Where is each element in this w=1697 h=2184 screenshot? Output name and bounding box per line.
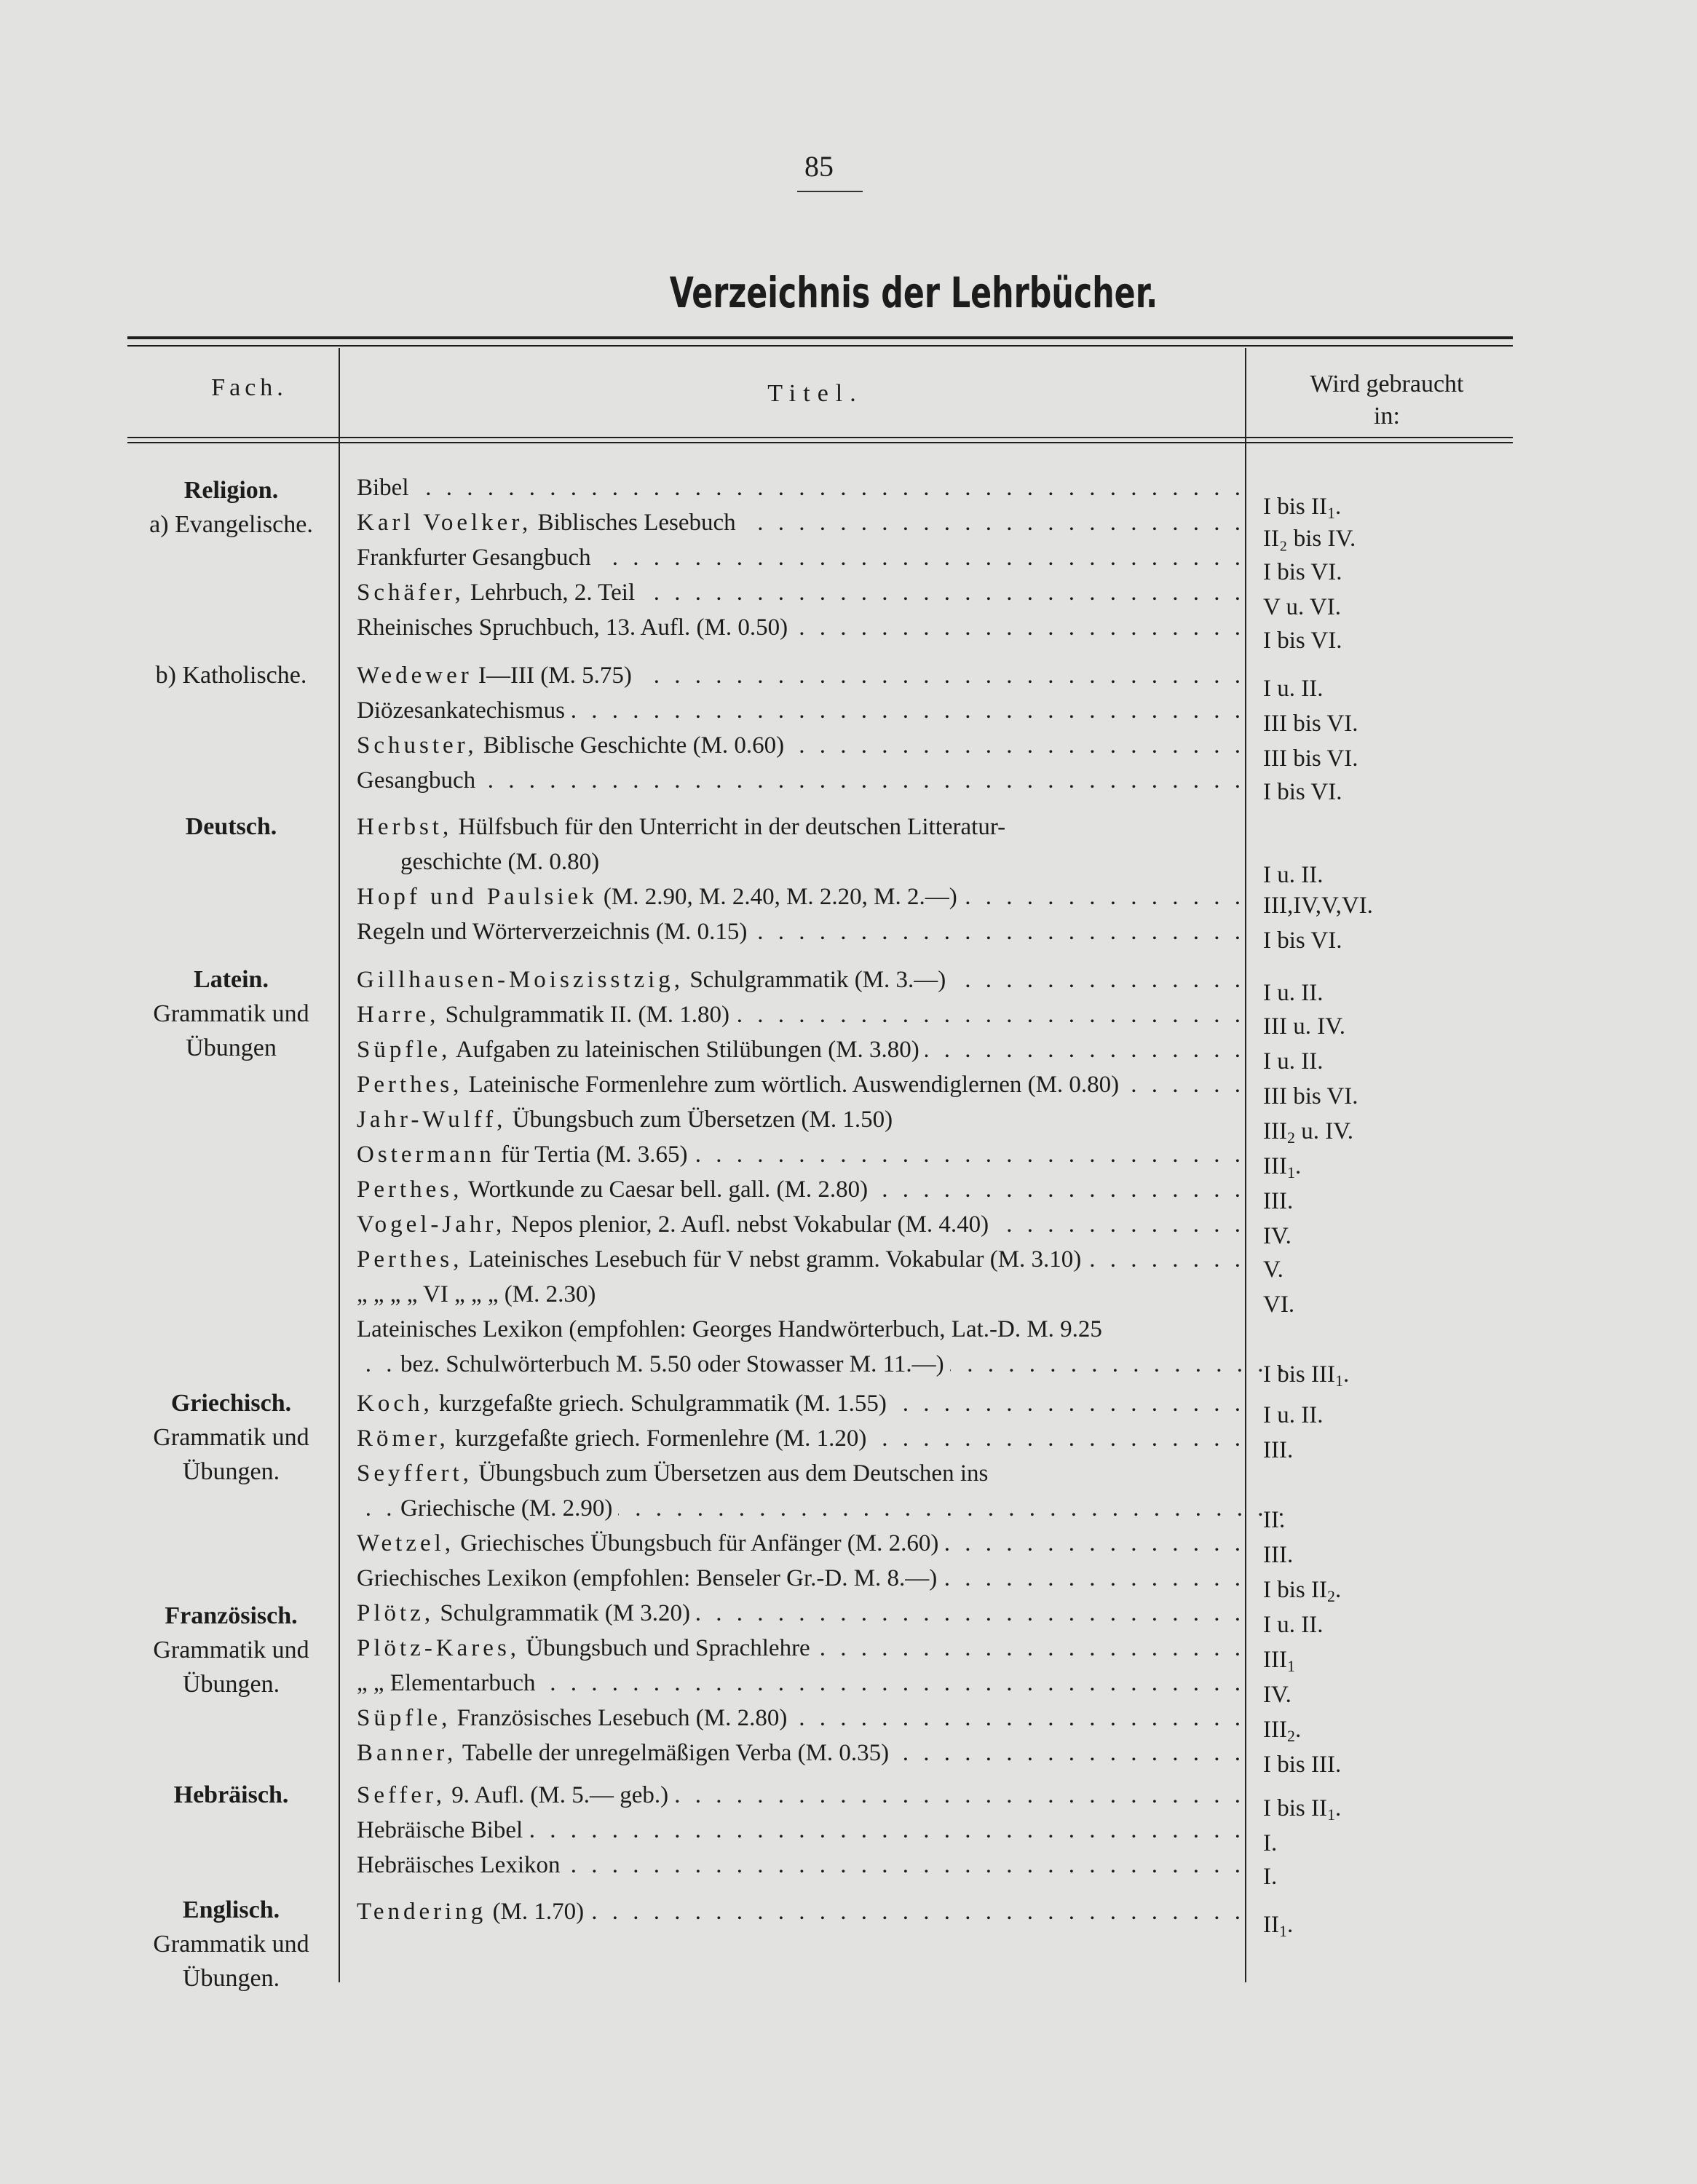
book-title: Übungsbuch zum Übersetzen aus dem Deutschen ins xyxy=(472,1460,989,1487)
class-range: I bis II xyxy=(1263,1577,1327,1603)
wird-gebraucht-cell xyxy=(1263,1577,1511,1606)
book-title-text xyxy=(357,1211,994,1238)
fach-group xyxy=(109,1778,353,1812)
book-title: Hebräisches Lexikon xyxy=(357,1852,561,1878)
book-title-row xyxy=(357,1530,1245,1557)
subject-subtitle: Grammatik und xyxy=(153,1931,309,1958)
book-title-text xyxy=(357,919,753,945)
book-title: kurzgefaßte griech. Formenlehre (M. 1.20) xyxy=(448,1425,867,1452)
wird-gebraucht-cell xyxy=(1263,1153,1511,1182)
book-title-text xyxy=(357,697,571,724)
header-wird-gebraucht xyxy=(1267,368,1507,432)
book-title-text xyxy=(357,1176,874,1203)
book-title: Diözesankatechismus xyxy=(357,697,565,724)
book-author: Wetzel, xyxy=(357,1530,455,1556)
book-title-row xyxy=(357,1817,1245,1844)
wird-gebraucht-cell xyxy=(1263,927,1511,954)
book-title: Hülfsbuch für den Unterricht in der deutschen Litteratur- xyxy=(452,814,1006,840)
book-title: Lateinisches Lesebuch für V nebst gramm. Vokabular (M. 3.10) xyxy=(462,1246,1082,1273)
class-range: I u. II. xyxy=(1263,980,1324,1006)
book-title-text xyxy=(400,849,605,875)
book-title-row xyxy=(357,1316,1245,1343)
book-title-row xyxy=(357,662,1245,689)
book-title-text xyxy=(357,1782,674,1808)
book-title: Tabelle der unregelmäßigen Verba (M. 0.35) xyxy=(456,1740,890,1766)
class-range: III. xyxy=(1263,1188,1294,1214)
book-title-text xyxy=(357,1002,735,1028)
book-title-row xyxy=(357,1425,1245,1452)
book-title: Übungsbuch und Sprachlehre xyxy=(520,1635,810,1661)
book-title: Rheinisches Spruchbuch, 13. Aufl. (M. 0.50) xyxy=(357,614,788,641)
book-author: Schuster, xyxy=(357,732,478,759)
book-title: Griechisches Lexikon (empfohlen: Benseler Gr.-D. M. 8.—) xyxy=(357,1565,938,1591)
book-title: Lateinische Formenlehre zum wörtlich. Auswendiglernen (M. 0.80) xyxy=(462,1072,1120,1098)
book-author: Gillhausen-Moiszisstzig, xyxy=(357,967,684,993)
wird-gebraucht-cell xyxy=(1263,893,1511,919)
wird-gebraucht-cell xyxy=(1263,1048,1511,1075)
wird-gebraucht-cell xyxy=(1263,1118,1511,1147)
book-title: geschichte (M. 0.80) xyxy=(400,849,600,875)
page-number: 85 xyxy=(804,150,834,183)
book-author: Jahr-Wulff, xyxy=(357,1107,507,1133)
book-title-row xyxy=(357,1852,1245,1879)
subject-subtitle: Übungen. xyxy=(182,1965,280,1992)
header-rule-1 xyxy=(127,437,1513,438)
book-title-row xyxy=(357,1211,1245,1238)
wird-gebraucht-cell xyxy=(1263,1257,1511,1283)
book-title-text xyxy=(357,614,794,641)
book-author: Vogel-Jahr, xyxy=(357,1211,506,1238)
book-author: Herbst, xyxy=(357,814,453,840)
book-title: 9. Aufl. (M. 5.— geb.) xyxy=(445,1782,669,1808)
fach-group xyxy=(109,1599,353,1701)
class-range: I bis VI. xyxy=(1263,559,1342,585)
subject-subtitle: Übungen. xyxy=(182,1458,280,1485)
book-title-row xyxy=(357,545,1245,571)
book-author: Römer, xyxy=(357,1425,449,1452)
book-title: Regeln und Wörterverzeichnis (M. 0.15) xyxy=(357,919,748,945)
book-title-text xyxy=(357,1635,816,1661)
book-title: (M. 1.70) xyxy=(486,1899,585,1925)
header-rule-2 xyxy=(127,442,1513,443)
book-title-text xyxy=(357,732,790,759)
wird-gebraucht-cell xyxy=(1263,628,1511,654)
class-suffix: . xyxy=(1286,1912,1294,1938)
class-range: III xyxy=(1263,1717,1287,1743)
class-range: I u. II. xyxy=(1263,676,1324,702)
book-author: Koch, xyxy=(357,1390,433,1417)
book-title: Nepos plenior, 2. Aufl. nebst Vokabular (M. 4.40) xyxy=(505,1211,989,1238)
book-title-text xyxy=(357,767,481,794)
book-title-row xyxy=(357,1072,1245,1099)
column-divider-1 xyxy=(339,348,340,1982)
book-title-row xyxy=(357,510,1245,537)
book-title: Frankfurter Gesangbuch xyxy=(357,545,591,571)
class-range: I u. II. xyxy=(1263,862,1324,888)
book-author: Süpfle, xyxy=(357,1037,451,1063)
book-title-row xyxy=(357,1600,1245,1627)
book-title: Lehrbuch, 2. Teil xyxy=(464,579,636,606)
header-titel: Titel. xyxy=(767,380,863,407)
class-range: III xyxy=(1263,1118,1287,1144)
wird-gebraucht-cell xyxy=(1263,862,1511,889)
book-title: für Tertia (M. 3.65) xyxy=(494,1142,688,1168)
class-range: I bis II xyxy=(1263,1795,1327,1821)
fach-group xyxy=(109,810,353,844)
book-title-text xyxy=(357,1246,1087,1273)
book-title-text xyxy=(357,1600,696,1626)
book-title-row xyxy=(357,1670,1245,1697)
book-title-text xyxy=(357,510,742,536)
class-range: I u. II. xyxy=(1263,1612,1324,1638)
class-subscript: 1 xyxy=(1326,1805,1335,1824)
book-title-row xyxy=(357,1246,1245,1273)
class-subscript: 2 xyxy=(1286,1727,1295,1745)
class-range: I bis VI. xyxy=(1263,628,1342,654)
wird-gebraucht-cell xyxy=(1263,745,1511,772)
header-wird-line-2: in: xyxy=(1374,403,1400,430)
book-author: Seyffert, xyxy=(357,1460,472,1487)
book-title: bez. Schulwörterbuch M. 5.50 oder Stowasser M. 11.—) xyxy=(400,1351,944,1377)
class-range: IV. xyxy=(1263,1223,1291,1249)
book-author: Perthes, xyxy=(357,1072,463,1098)
book-author: Banner, xyxy=(357,1740,457,1766)
book-title-text xyxy=(357,1390,893,1417)
book-title: I—III (M. 5.75) xyxy=(472,662,632,689)
class-subscript: 1 xyxy=(1286,1163,1295,1182)
book-title: Lateinisches Lexikon (empfohlen: Georges Handwörterbuch, Lat.-D. M. 9.25 xyxy=(357,1316,1102,1342)
book-title: Griechische (M. 2.90) xyxy=(400,1495,613,1522)
column-divider-2 xyxy=(1245,348,1246,1982)
book-title: Hebräische Bibel xyxy=(357,1817,523,1843)
book-title: „ „ „ „ VI „ „ „ (M. 2.30) xyxy=(357,1281,596,1307)
wird-gebraucht-cell xyxy=(1263,1437,1511,1464)
book-title-text xyxy=(357,1817,529,1843)
wird-gebraucht-cell xyxy=(1263,1188,1511,1215)
book-title-row xyxy=(357,1565,1245,1592)
class-subscript: 1 xyxy=(1278,1922,1287,1940)
class-range: III xyxy=(1263,1647,1287,1673)
book-author: Wedewer xyxy=(357,662,472,689)
class-range: I bis VI. xyxy=(1263,927,1342,954)
book-title-row xyxy=(357,1002,1245,1029)
class-subscript: 1 xyxy=(1326,504,1335,522)
wird-gebraucht-cell xyxy=(1263,526,1511,553)
class-range: III. xyxy=(1263,1542,1294,1568)
subject-subtitle: Grammatik und xyxy=(153,1424,309,1451)
page-title: Verzeichnis der Lehrbücher. xyxy=(669,268,1158,317)
book-title-text xyxy=(357,967,952,993)
class-suffix: . xyxy=(1334,1577,1342,1603)
book-title: Französisches Lesebuch (M. 2.80) xyxy=(451,1705,788,1731)
wird-gebraucht-cell xyxy=(1263,1223,1511,1250)
class-subscript: 2 xyxy=(1286,1128,1295,1147)
book-title-row xyxy=(357,1460,1245,1487)
book-author: Seffer, xyxy=(357,1782,446,1808)
class-range: II. xyxy=(1263,1507,1286,1533)
subject-name: Französisch. xyxy=(165,1602,298,1629)
book-title-row xyxy=(357,1782,1245,1809)
class-range: V. xyxy=(1263,1257,1283,1283)
book-title: Schulgrammatik II. (M. 1.80) xyxy=(439,1002,730,1028)
class-range: III u. IV. xyxy=(1263,1013,1346,1040)
wird-gebraucht-cell xyxy=(1263,676,1511,703)
book-title-text xyxy=(357,1107,898,1133)
book-title-text xyxy=(357,1281,601,1307)
book-title-text xyxy=(357,1899,590,1925)
book-title-text xyxy=(357,1670,542,1696)
book-title-row xyxy=(357,967,1245,994)
class-suffix: . xyxy=(1342,1361,1350,1388)
book-author: Tendering xyxy=(357,1899,487,1925)
fach-group xyxy=(109,473,353,542)
book-author: Plötz, xyxy=(357,1600,435,1626)
book-title-row xyxy=(357,1495,1289,1522)
class-suffix: . xyxy=(1294,1717,1302,1743)
book-title-text xyxy=(357,1425,872,1452)
book-title-row xyxy=(357,614,1245,641)
class-range: III xyxy=(1263,1153,1287,1179)
class-range: I u. II. xyxy=(1263,1048,1324,1075)
book-title: Schulgrammatik (M 3.20) xyxy=(434,1600,691,1626)
book-title: Schulgrammatik (M. 3.—) xyxy=(684,967,946,993)
class-suffix: u. IV. xyxy=(1294,1118,1354,1144)
wird-gebraucht-cell xyxy=(1263,1717,1511,1746)
book-title-row xyxy=(357,1037,1245,1064)
book-title-text xyxy=(357,1565,943,1591)
book-title: Gesangbuch xyxy=(357,767,476,794)
book-title-row xyxy=(357,1899,1245,1926)
class-range: III bis VI. xyxy=(1263,1083,1358,1109)
class-range: III,IV,V,VI. xyxy=(1263,893,1373,919)
class-range: V u. VI. xyxy=(1263,594,1341,620)
book-author: Harre, xyxy=(357,1002,440,1028)
wird-gebraucht-cell xyxy=(1263,1795,1511,1824)
book-title-text xyxy=(357,1316,1108,1342)
subject-name: Hebräisch. xyxy=(173,1781,289,1808)
wird-gebraucht-cell xyxy=(1263,1402,1511,1429)
top-rule-thick xyxy=(127,336,1513,339)
book-title: Aufgaben zu lateinischen Stilübungen (M. 3.80) xyxy=(451,1037,919,1063)
wird-gebraucht-cell xyxy=(1263,1612,1511,1639)
wird-gebraucht-cell xyxy=(1263,1507,1511,1534)
subject-subtitle: Grammatik und xyxy=(153,1637,309,1663)
book-title-row xyxy=(357,884,1245,911)
class-suffix: . xyxy=(1294,1153,1302,1179)
fach-group xyxy=(109,658,353,692)
page-number-rule xyxy=(797,191,863,192)
wird-gebraucht-cell xyxy=(1263,980,1511,1007)
fach-group xyxy=(109,1386,353,1489)
subject-name: Deutsch. xyxy=(185,813,277,840)
book-title: Biblisches Lesebuch xyxy=(531,510,736,536)
wird-gebraucht-cell xyxy=(1263,711,1511,737)
class-range: I bis II xyxy=(1263,494,1327,520)
book-title: Übungsbuch zum Übersetzen (M. 1.50) xyxy=(506,1107,893,1133)
class-range: III. xyxy=(1263,1437,1294,1463)
class-range: I. xyxy=(1263,1830,1278,1856)
book-title-text xyxy=(357,579,641,606)
class-range: III bis VI. xyxy=(1263,745,1358,772)
book-author: Hopf und Paulsiek xyxy=(357,884,598,910)
book-title-text xyxy=(357,814,1011,840)
subject-subtitle: b) Katholische. xyxy=(155,662,307,689)
book-author: Karl Voelker, xyxy=(357,510,532,536)
book-author: Perthes, xyxy=(357,1246,463,1273)
book-title: kurzgefaßte griech. Schulgrammatik (M. 1.55) xyxy=(432,1390,887,1417)
book-author: Schäfer, xyxy=(357,579,464,606)
class-range: II xyxy=(1263,1912,1279,1938)
book-title: (M. 2.90, M. 2.40, M. 2.20, M. 2.—) xyxy=(597,884,957,910)
book-author: Süpfle, xyxy=(357,1705,451,1731)
book-title-text xyxy=(357,1037,925,1063)
subject-subtitle: Übungen xyxy=(186,1034,277,1061)
book-title-text xyxy=(357,1705,793,1731)
book-title-row xyxy=(357,732,1245,759)
wird-gebraucht-cell xyxy=(1263,1013,1511,1040)
book-title-text xyxy=(357,884,963,910)
wird-gebraucht-cell xyxy=(1263,1682,1511,1709)
book-title-text xyxy=(357,545,597,571)
book-title: „ „ Elementarbuch xyxy=(357,1670,536,1696)
subject-name: Griechisch. xyxy=(170,1390,292,1417)
wird-gebraucht-cell xyxy=(1263,1361,1511,1390)
class-range: I bis VI. xyxy=(1263,779,1342,805)
book-title-text xyxy=(400,1495,618,1522)
book-author: Plötz-Kares, xyxy=(357,1635,521,1661)
book-title-row xyxy=(357,1351,1289,1378)
class-range: I u. II. xyxy=(1263,1402,1324,1428)
fach-group xyxy=(109,962,353,1065)
book-title-text xyxy=(400,1351,950,1377)
book-author: Perthes, xyxy=(357,1176,463,1203)
subject-name: Latein. xyxy=(194,966,269,993)
header-wird-line-1: Wird gebraucht xyxy=(1310,371,1464,397)
book-title-text xyxy=(357,662,638,689)
book-title-row xyxy=(357,1390,1245,1417)
book-title-text xyxy=(357,1460,994,1487)
book-title-text xyxy=(357,1142,693,1168)
wird-gebraucht-cell xyxy=(1263,1864,1511,1891)
class-suffix: . xyxy=(1334,494,1342,520)
fach-group xyxy=(109,1893,353,1995)
book-title-text xyxy=(357,475,415,501)
class-range: II₂ bis IV. xyxy=(1263,526,1356,552)
book-title-text xyxy=(357,1072,1125,1098)
wird-gebraucht-cell xyxy=(1263,779,1511,806)
book-title-row xyxy=(357,1176,1245,1203)
class-subscript: 2 xyxy=(1326,1587,1335,1605)
wird-gebraucht-cell xyxy=(1263,1912,1511,1941)
book-author: Ostermann xyxy=(357,1142,495,1168)
wird-gebraucht-cell xyxy=(1263,1647,1511,1676)
book-title-row xyxy=(357,1142,1245,1168)
book-title-row xyxy=(357,579,1245,606)
wird-gebraucht-cell xyxy=(1263,1542,1511,1569)
wird-gebraucht-cell xyxy=(1263,1083,1511,1110)
class-suffix: . xyxy=(1334,1795,1342,1821)
subject-name: Religion. xyxy=(183,477,279,504)
wird-gebraucht-cell xyxy=(1263,1752,1511,1779)
book-title-text xyxy=(357,1740,895,1766)
book-title-row xyxy=(357,1635,1245,1662)
book-title: Bibel xyxy=(357,475,409,501)
book-title-row xyxy=(357,767,1245,794)
top-rule-thin xyxy=(127,345,1513,347)
book-title-row xyxy=(357,697,1245,724)
class-range: III bis VI. xyxy=(1263,711,1358,737)
book-title-text xyxy=(357,1852,566,1878)
class-range: VI. xyxy=(1263,1291,1295,1318)
subject-name: Englisch. xyxy=(182,1896,280,1923)
subject-subtitle: Grammatik und xyxy=(153,1000,309,1027)
class-range: I bis III. xyxy=(1263,1752,1342,1778)
wird-gebraucht-cell xyxy=(1263,1291,1511,1318)
wird-gebraucht-cell xyxy=(1263,559,1511,586)
header-fach: Fach. xyxy=(211,374,288,401)
book-title-row xyxy=(357,1740,1245,1767)
subject-subtitle: a) Evangelische. xyxy=(149,511,313,538)
class-subscript: 1 xyxy=(1334,1372,1343,1390)
book-title-row xyxy=(357,849,1289,876)
wird-gebraucht-cell xyxy=(1263,594,1511,621)
class-subscript: 1 xyxy=(1286,1657,1295,1675)
wird-gebraucht-cell xyxy=(1263,494,1511,523)
book-title: Biblische Geschichte (M. 0.60) xyxy=(477,732,785,759)
class-range: I. xyxy=(1263,1864,1278,1890)
book-title-row xyxy=(357,814,1245,841)
book-title: Wortkunde zu Caesar bell. gall. (M. 2.80) xyxy=(462,1176,869,1203)
class-range: I bis III xyxy=(1263,1361,1335,1388)
wird-gebraucht-cell xyxy=(1263,1830,1511,1857)
book-title-row xyxy=(357,475,1245,502)
book-title-row xyxy=(357,1107,1245,1133)
book-title: Griechisches Übungsbuch für Anfänger (M. 2.60) xyxy=(454,1530,939,1556)
subject-subtitle: Übungen. xyxy=(182,1671,280,1698)
book-title-text xyxy=(357,1530,944,1556)
class-range: IV. xyxy=(1263,1682,1291,1708)
book-title-row xyxy=(357,1281,1245,1308)
book-title-row xyxy=(357,919,1245,946)
book-title-row xyxy=(357,1705,1245,1732)
